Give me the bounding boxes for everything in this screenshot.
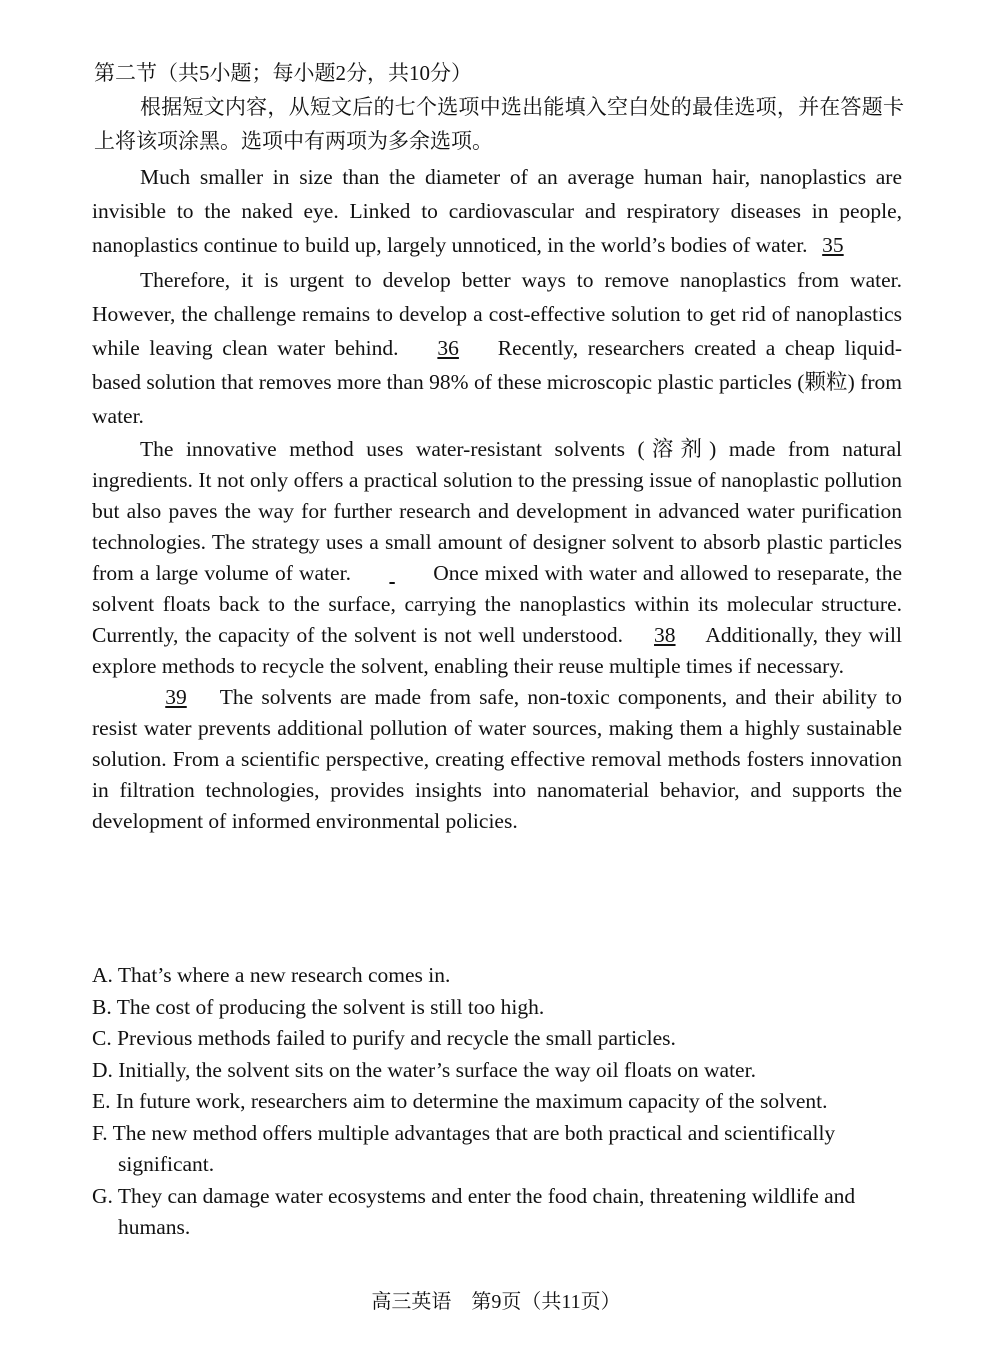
paragraph-3-text-before: The innovative method uses water-resistant solvents (溶剂) made from natural ingredients. It not only offers a practical solution to the pressing issue of nanoplastic pollution but also paves the way for further research and development in advanced water purification technologies. The strategy uses a small amount of designer solvent to absorb plastic particles from a large volume of water.	[92, 436, 902, 585]
option-d: D. Initially, the solvent sits on the water’s surface the way oil floats on water.	[92, 1057, 756, 1082]
reading-passage	[92, 160, 902, 837]
section-title: 第二节（共5小题；每小题2分，共10分）	[94, 61, 472, 85]
blank-38: 38	[654, 622, 676, 647]
passage-paragraph-1	[92, 160, 902, 263]
blank-35: 35	[822, 233, 844, 258]
paragraph-4-text-after: The solvents are made from safe, non-toxic components, and their ability to resist water prevents additional pollution of water sources, making them a highly sustainable solution. From a scientific perspective, creating effective removal methods fosters innovation in filtration technologies, provides insights into nanomaterial behavior, and supports the development of informed environmental policies.	[92, 684, 902, 833]
option-c: C. Previous methods failed to purify and recycle the small particles.	[92, 1026, 676, 1050]
paragraph-3-text-middle: Once mixed with water and allowed to reseparate, the solvent floats back to the surface, carrying the nanoplastics within its molecular structure. Currently, the capacity of the solvent is not well understood.	[92, 560, 903, 647]
blank-37	[357, 558, 427, 589]
passage-paragraph-3	[92, 434, 902, 682]
answer-options	[92, 960, 914, 1244]
page-footer: 高三英语 第9页（共11页）	[371, 1291, 621, 1313]
option-a: A. That’s where a new research comes in.	[92, 963, 451, 987]
option-g: G. They can damage water ecosystems and enter the food chain, threatening wildlife and humans.	[92, 1183, 856, 1239]
paragraph-2-text-before: Therefore, it is urgent to develop better ways to remove nanoplastics from water. However, the challenge remains to develop a cost-effective solution to get rid of nanoplastics while leaving clean water behind.	[92, 267, 902, 361]
paragraph-3-text-after: Additionally, they will explore methods to recycle the solvent, enabling their reuse multiple times if necessary.	[92, 622, 902, 678]
blank-39: 39	[165, 684, 187, 709]
option-e: E. In future work, researchers aim to determine the maximum capacity of the solvent.	[92, 1089, 828, 1113]
paragraph-2-text-after: Recently, researchers created a cheap liquid-based solution that removes more than 98% of these microscopic plastic particles (颗粒) from water.	[92, 336, 902, 429]
option-f: F. The new method offers multiple advantages that are both practical and scientifically significant.	[92, 1120, 836, 1176]
section-instructions: 根据短文内容，从短文后的七个选项中选出能填入空白处的最佳选项，并在答题卡上将该项涂黑。选项中有两项为多余选项。	[94, 95, 904, 153]
option-b: B. The cost of producing the solvent is still too high.	[92, 994, 545, 1019]
blank-36: 36	[437, 336, 459, 361]
passage-paragraph-2	[92, 263, 902, 434]
passage-paragraph-4	[92, 682, 902, 837]
paragraph-1-text: Much smaller in size than the diameter of an average human hair, nanoplastics are invisible to the naked eye. Linked to cardiovascular and respiratory diseases in people, nanoplastics continue to build up, largely unnoticed, in the world’s bodies of water.	[92, 165, 902, 258]
